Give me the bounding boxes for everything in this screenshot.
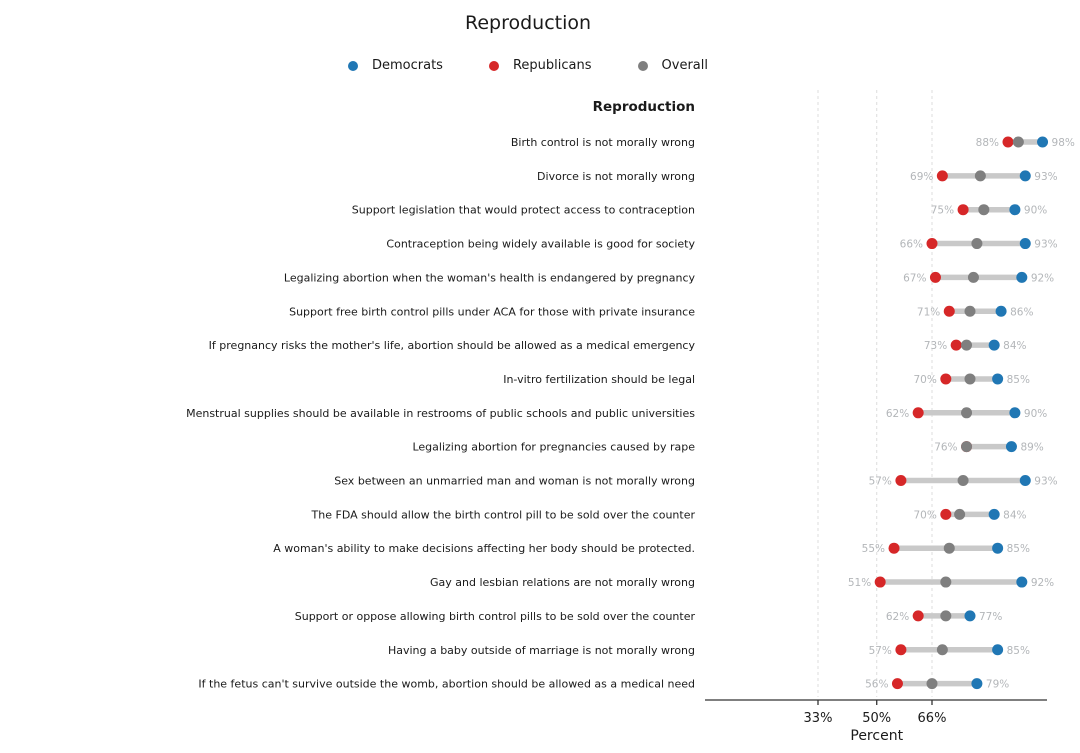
dot-republicans [1002,137,1013,148]
row-label: Contraception being widely available is good for society [386,237,695,251]
value-label-left: 62% [885,610,910,623]
dot-overall [961,407,972,418]
row-label: Birth control is not morally wrong [510,136,695,149]
dot-overall [964,373,975,384]
value-label-right: 77% [978,610,1003,623]
legend-label-republicans: Republicans [512,58,592,73]
value-label-left: 62% [885,407,910,420]
row-label: Support free birth control pills under ACA for those with private insurance [289,305,695,319]
dot-overall [961,441,972,452]
row-label: Support or oppose allowing birth control pills to be sold over the counter [294,609,695,623]
dot-republicans [958,204,969,215]
dot-democrats [1020,238,1031,249]
dot-republicans [944,306,955,317]
row-label: The FDA should allow the birth control pill to be sold over the counter [311,508,695,522]
row-label: Legalizing abortion for pregnancies caused by rape [412,440,695,454]
dot-republicans [951,340,962,351]
dot-democrats [992,644,1003,655]
chart-title: Reproduction [464,12,592,34]
value-label-right: 89% [1020,441,1044,454]
value-label-right: 92% [1030,577,1055,590]
dot-democrats [989,340,1000,351]
row-label: Menstrual supplies should be available in restrooms of public schools and public universities [186,406,695,420]
dot-overall [975,170,986,181]
dot-overall [1013,137,1024,148]
dot-republicans [913,610,924,621]
value-label-left: 75% [930,204,955,217]
dot-democrats [1009,407,1020,418]
row-label: Gay and lesbian relations are not morally wrong [430,576,695,590]
value-label-left: 66% [899,238,923,251]
dot-democrats [989,509,1000,520]
dot-democrats [964,610,975,621]
dot-overall [958,475,969,486]
dot-democrats [1020,475,1031,486]
row-label: Divorce is not morally wrong [537,169,695,183]
dot-democrats [992,373,1003,384]
row-label: A woman's ability to make decisions affecting her body should be protected. [273,542,695,556]
dot-republicans [930,272,941,283]
dot-overall [944,543,955,554]
value-label-right: 85% [1006,373,1030,386]
dot-democrats [1006,441,1017,452]
dot-democrats [1037,137,1048,148]
x-axis-tick-label: 50% [862,711,892,726]
value-label-right: 93% [1034,475,1058,488]
row-label: Sex between an unmarried man and woman is not morally wrong [334,474,695,488]
value-label-left: 70% [913,509,937,522]
value-label-right: 79% [985,678,1010,691]
value-label-right: 93% [1034,238,1058,251]
dot-overall [961,340,972,351]
value-label-right: 84% [1003,509,1027,522]
value-label-left: 71% [916,306,941,319]
dot-overall [968,272,979,283]
value-label-left: 55% [861,543,885,556]
value-label-left: 73% [923,340,948,353]
dot-democrats [1016,272,1027,283]
value-label-left: 57% [868,644,892,657]
value-label-right: 90% [1023,204,1048,217]
dot-democrats [992,543,1003,554]
dot-overall [940,610,951,621]
x-axis-title: Percent [850,728,904,744]
row-label: If pregnancy risks the mother's life, abortion should be allowed as a medical emergency [208,339,695,353]
dot-republicans [940,373,951,384]
dot-democrats [1020,170,1031,181]
value-label-left: 70% [913,373,937,386]
value-label-right: 85% [1006,543,1030,556]
dot-overall [937,644,948,655]
dot-overall [964,306,975,317]
row-label: In-vitro fertilization should be legal [503,372,695,386]
value-label-left: 69% [910,170,934,183]
value-label-left: 56% [865,678,889,691]
value-label-right: 93% [1034,170,1058,183]
dot-republicans [888,543,899,554]
x-axis-tick-label: 66% [917,711,947,726]
legend-label-democrats: Democrats [372,58,443,73]
row-label: Support legislation that would protect access to contraception [351,203,695,217]
x-axis-tick-label: 33% [803,711,833,726]
value-label-right: 85% [1006,644,1030,657]
dot-democrats [996,306,1007,317]
value-label-right: 90% [1023,407,1048,420]
dot-democrats [971,678,982,689]
dot-overall [926,678,937,689]
dot-democrats [1016,577,1027,588]
dot-republicans [892,678,903,689]
dot-republicans [913,407,924,418]
legend-label-overall: Overall [661,58,708,73]
dot-overall [940,577,951,588]
dot-republicans [926,238,937,249]
row-label: Legalizing abortion when the woman's health is endangered by pregnancy [283,271,695,285]
value-label-left: 51% [847,577,872,590]
dot-democrats [1009,204,1020,215]
row-label: Having a baby outside of marriage is not morally wrong [387,643,695,657]
dot-republicans [875,577,886,588]
row-label: If the fetus can't survive outside the womb, abortion should be allowed as a medical need [198,677,695,691]
value-label-left: 57% [868,475,892,488]
value-label-left: 76% [934,441,958,454]
value-label-left: 88% [975,137,999,149]
value-label-right: 98% [1051,137,1075,149]
value-label-right: 92% [1030,272,1055,285]
dot-republicans [895,644,906,655]
value-label-left: 67% [903,272,927,285]
dot-republicans [937,170,948,181]
dot-republicans [895,475,906,486]
value-label-right: 84% [1003,340,1027,353]
value-label-right: 86% [1010,306,1034,319]
dot-overall [954,509,965,520]
dot-overall [978,204,989,215]
dot-overall [971,238,982,249]
panel-title: Reproduction [592,99,695,115]
dot-republicans [940,509,951,520]
